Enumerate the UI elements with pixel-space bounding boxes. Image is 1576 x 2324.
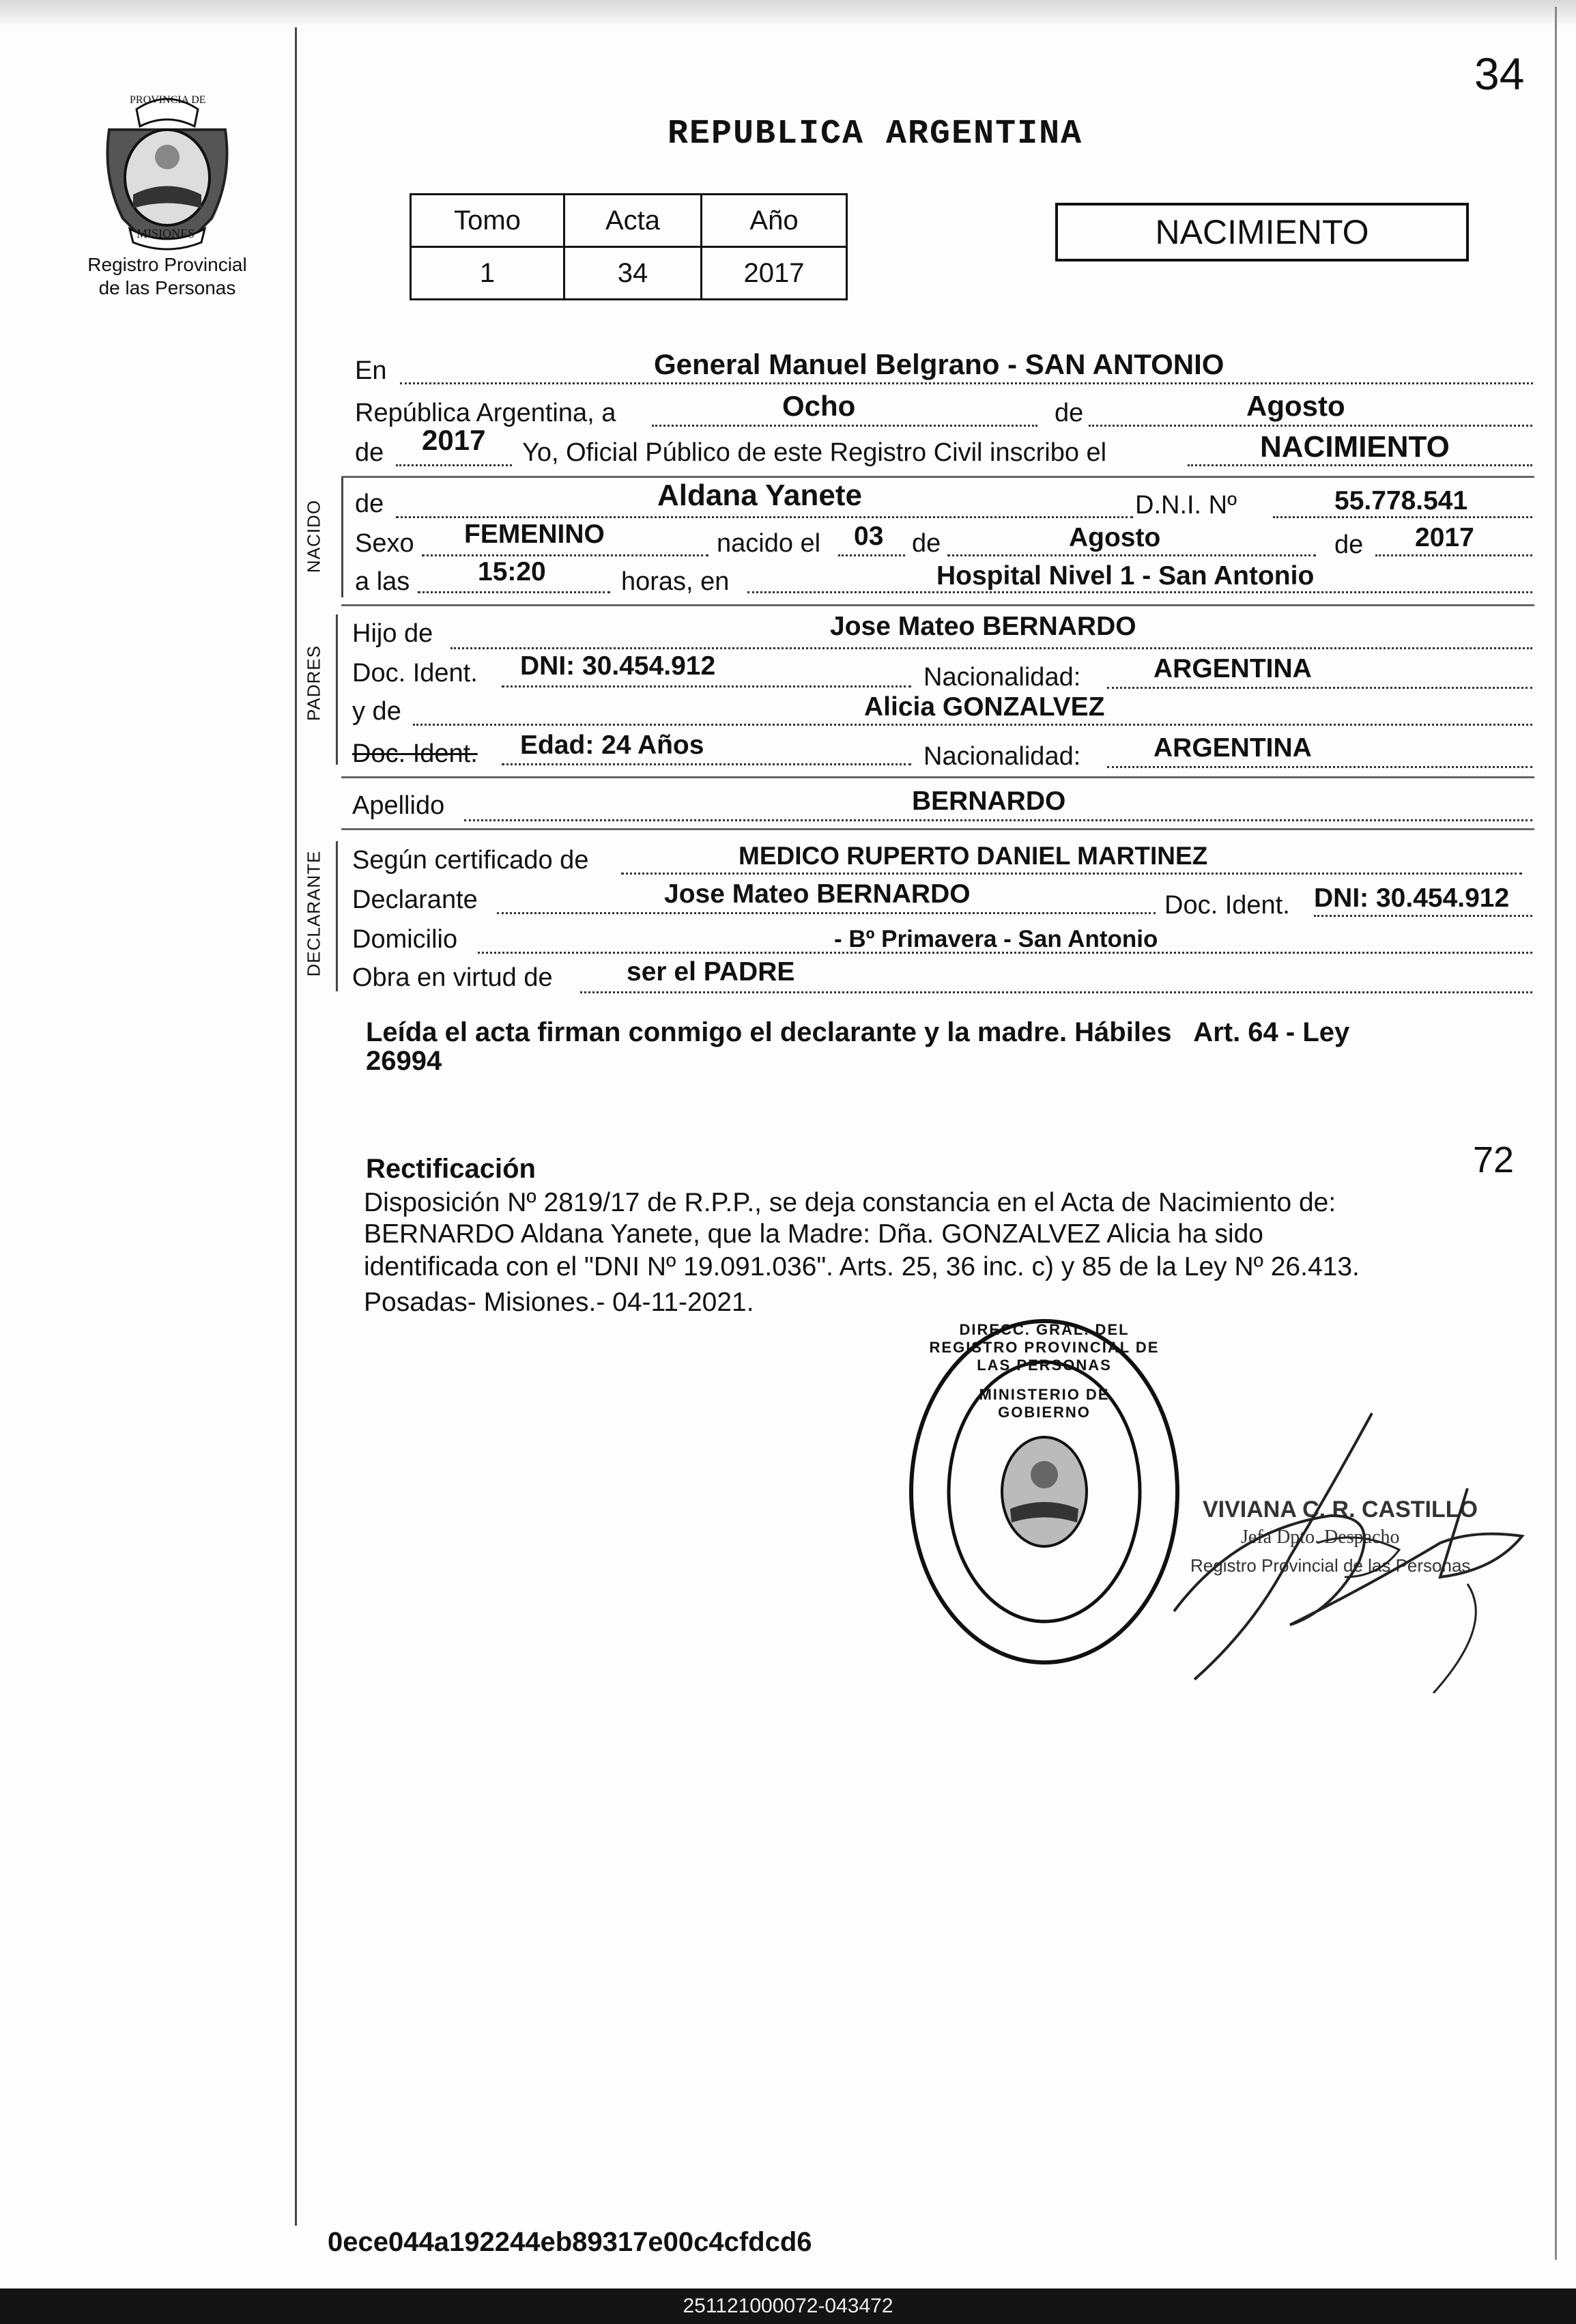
month-line bbox=[1089, 425, 1532, 427]
right-margin-line bbox=[1555, 7, 1557, 2260]
father-name-line bbox=[450, 647, 1532, 649]
sexo-line bbox=[422, 554, 708, 556]
name-line bbox=[396, 516, 1133, 518]
apellido-line bbox=[464, 819, 1532, 821]
birth-de-label-2: de bbox=[1334, 530, 1364, 559]
document-title: REPUBLICA ARGENTINA bbox=[668, 115, 1083, 154]
mother-name: Alicia GONZALVEZ bbox=[864, 692, 1105, 722]
father-nat-line bbox=[1107, 687, 1532, 689]
republica-label: República Argentina, a bbox=[355, 399, 616, 427]
alas-label: a las bbox=[355, 567, 410, 596]
padres-side-label: PADRES bbox=[303, 645, 324, 721]
document-hash: 0ece044a192244eb89317e00c4cfdcd6 bbox=[328, 2227, 812, 2257]
dni-line bbox=[1273, 516, 1532, 518]
registry-value-acta: 34 bbox=[564, 247, 702, 300]
birth-month: Agosto bbox=[1069, 523, 1161, 552]
rectificacion-line-4: Posadas- Misiones.- 04-11-2021. bbox=[364, 1288, 754, 1317]
birth-year-line bbox=[1375, 554, 1532, 556]
mother-nat: ARGENTINA bbox=[1154, 733, 1312, 763]
father-doc-label: Doc. Ident. bbox=[352, 659, 478, 688]
day-value: Ocho bbox=[782, 390, 856, 422]
mother-doc: Edad: 24 Años bbox=[520, 731, 704, 760]
sexo-value: FEMENINO bbox=[464, 520, 605, 549]
mother-doc-label: Doc. Ident. bbox=[352, 739, 478, 768]
year-value: 2017 bbox=[422, 424, 486, 456]
registry-value-anio: 2017 bbox=[702, 247, 847, 300]
day-line bbox=[652, 425, 1037, 427]
birth-de-label: de bbox=[912, 529, 941, 558]
horas-label: horas, en bbox=[621, 567, 730, 596]
footer-id: 251121000072-043472 bbox=[0, 2288, 1576, 2324]
birth-day-line bbox=[838, 554, 905, 556]
rectificacion-line-1: Disposición Nº 2819/17 de R.P.P., se deja constancia en el Acta de Nacimiento de: bbox=[364, 1188, 1336, 1217]
domicilio-value: - Bº Primavera - San Antonio bbox=[834, 926, 1158, 952]
place-value: General Manuel Belgrano - SAN ANTONIO bbox=[654, 348, 1224, 380]
nacido-el-label: nacido el bbox=[717, 529, 821, 558]
child-dni: 55.778.541 bbox=[1334, 486, 1468, 515]
domicilio-label: Domicilio bbox=[352, 925, 458, 954]
father-name: Jose Mateo BERNARDO bbox=[830, 612, 1136, 641]
de-year-label: de bbox=[355, 438, 384, 467]
declarante-bracket bbox=[336, 841, 338, 991]
left-margin-line bbox=[295, 27, 297, 2226]
stamp-outer-text: DIRECC. GRAL. DEL REGISTRO PROVINCIAL DE LAS PERSONAS bbox=[929, 1321, 1160, 1374]
type-box: NACIMIENTO bbox=[1055, 203, 1469, 261]
dni-label: D.N.I. Nº bbox=[1135, 491, 1237, 520]
rectificacion-number: 72 bbox=[1473, 1139, 1515, 1180]
padres-bracket bbox=[336, 614, 338, 765]
closing-text-2: 26994 bbox=[366, 1046, 442, 1076]
hijo-de-label: Hijo de bbox=[352, 619, 433, 648]
declarante-name: Jose Mateo BERNARDO bbox=[664, 879, 971, 909]
certificate-value: MEDICO RUPERTO DANIEL MARTINEZ bbox=[739, 842, 1208, 870]
rectificacion-title: Rectificación bbox=[366, 1154, 536, 1184]
registration-type-line bbox=[1188, 464, 1532, 466]
apellido-value: BERNARDO bbox=[912, 787, 1066, 816]
declarante-doc-line bbox=[1314, 915, 1532, 917]
place-line bbox=[400, 382, 1533, 384]
separator-3 bbox=[341, 776, 1534, 778]
father-doc-line bbox=[502, 685, 911, 688]
declarante-label: Declarante bbox=[352, 885, 478, 914]
birth-time: 15:20 bbox=[478, 557, 546, 586]
logo-caption-2: de las Personas bbox=[98, 277, 236, 298]
registry-header-anio: Año bbox=[702, 195, 847, 247]
segun-label: Según certificado de bbox=[352, 846, 589, 875]
birth-year: 2017 bbox=[1415, 523, 1474, 552]
obra-line bbox=[580, 991, 1532, 993]
nacido-bracket bbox=[341, 478, 343, 597]
rectificacion-line-3: identificada con el "DNI Nº 19.091.036". Arts. 25, 36 inc. c) y 85 de la Ley Nº 26.413. bbox=[364, 1252, 1360, 1281]
birth-place-line bbox=[747, 591, 1532, 593]
signer-name: VIVIANA C. R. CASTILLO bbox=[1203, 1497, 1478, 1522]
mother-nat-line bbox=[1107, 766, 1532, 768]
de-month-label: de bbox=[1055, 399, 1084, 427]
yde-label: y de bbox=[352, 697, 401, 726]
oficial-text: Yo, Oficial Público de este Registro Civil inscribo el bbox=[522, 438, 1107, 467]
seal-text-top: PROVINCIA DE bbox=[130, 94, 206, 106]
scan-shadow bbox=[0, 0, 1576, 27]
mother-nat-label: Nacionalidad: bbox=[923, 742, 1081, 771]
mother-name-line bbox=[413, 724, 1532, 726]
signer-org: Registro Provincial de las Personas bbox=[1190, 1555, 1471, 1576]
child-name: Aldana Yanete bbox=[657, 479, 862, 512]
registry-value-tomo: 1 bbox=[411, 247, 564, 300]
father-doc: DNI: 30.454.912 bbox=[520, 651, 716, 681]
rectificacion-line-2: BERNARDO Aldana Yanete, que la Madre: Dña. GONZALVEZ Alicia ha sido bbox=[364, 1219, 1263, 1249]
closing-text-1: Leída el acta firman conmigo el declarante y la madre. Hábiles Art. 64 - Ley bbox=[366, 1017, 1350, 1047]
separator-1 bbox=[341, 476, 1534, 478]
declarante-doc-label: Doc. Ident. bbox=[1164, 891, 1290, 920]
seal-text-bottom: MISIONES bbox=[137, 227, 195, 240]
en-label: En bbox=[355, 356, 387, 385]
stamp-inner-text: MINISTERIO DE GOBIERNO bbox=[979, 1386, 1110, 1421]
year-line bbox=[396, 464, 512, 466]
father-nat: ARGENTINA bbox=[1154, 654, 1312, 683]
handwritten-signature bbox=[1154, 1406, 1536, 1693]
sexo-label: Sexo bbox=[355, 529, 414, 558]
registry-table bbox=[410, 193, 848, 300]
declarante-side-label: DECLARANTE bbox=[303, 850, 324, 977]
birth-month-line bbox=[947, 554, 1316, 556]
registry-header-acta: Acta bbox=[564, 195, 702, 247]
birth-day: 03 bbox=[854, 522, 884, 551]
birth-place: Hospital Nivel 1 - San Antonio bbox=[936, 561, 1315, 591]
birth-time-line bbox=[418, 591, 610, 593]
separator-2 bbox=[341, 604, 1534, 606]
father-nat-label: Nacionalidad: bbox=[923, 663, 1081, 692]
obra-value: ser el PADRE bbox=[627, 957, 795, 987]
signer-title: Jefa Dpto. Despacho bbox=[1241, 1527, 1400, 1548]
registry-header-tomo: Tomo bbox=[411, 195, 564, 247]
apellido-label: Apellido bbox=[352, 791, 445, 820]
declarante-doc: DNI: 30.454.912 bbox=[1314, 883, 1510, 913]
month-value: Agosto bbox=[1246, 390, 1345, 422]
registration-type-value: NACIMIENTO bbox=[1260, 430, 1450, 464]
nacido-side-label: NACIDO bbox=[303, 499, 324, 573]
obra-label: Obra en virtud de bbox=[352, 963, 553, 992]
separator-4 bbox=[341, 828, 1534, 830]
certificate-line bbox=[621, 873, 1522, 875]
mother-doc-line bbox=[502, 763, 911, 765]
declarante-line bbox=[497, 912, 1156, 914]
page-number: 34 bbox=[1474, 48, 1525, 99]
nacido-de-label: de bbox=[355, 490, 384, 518]
logo-caption-1: Registro Provincial bbox=[87, 254, 247, 275]
